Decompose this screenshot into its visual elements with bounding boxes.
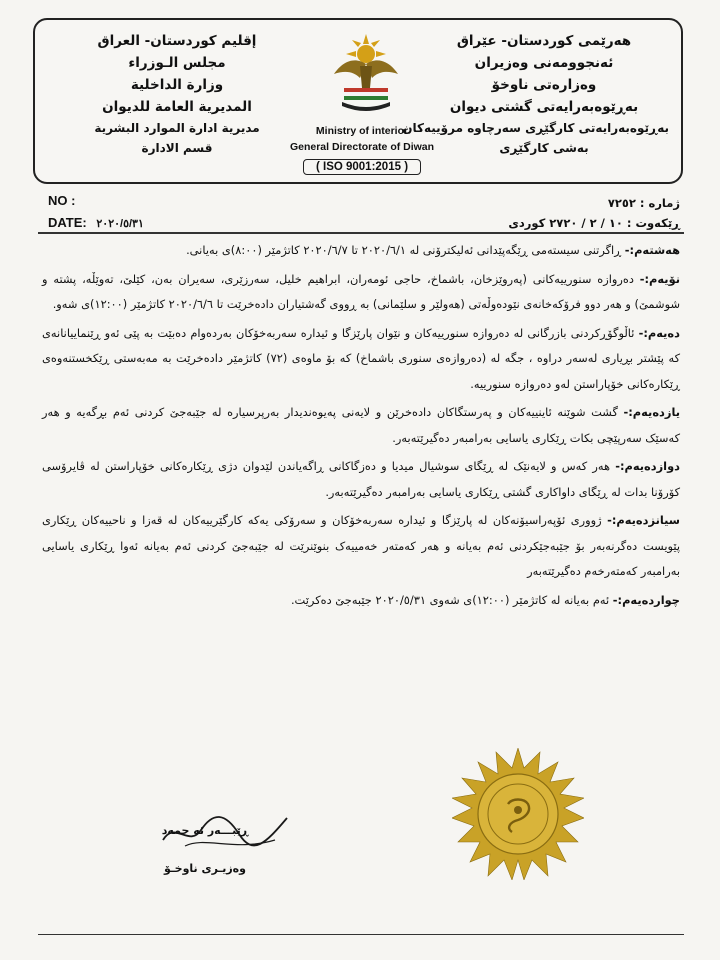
date-label: DATE: — [48, 215, 87, 230]
paragraph-text: ڕاگرتنی سیستەمی ڕێگەپێدانی ئەلیکترۆنی لە ٢٠٢٠/٦/١ تا ٢٠٢٠/٦/٧ کاتژمێر (٨:٠٠)ی بەیانی. — [186, 243, 625, 257]
paragraph-item — [42, 588, 680, 614]
paragraph-item — [42, 238, 680, 264]
kurdish-line-region: هەرێمی کوردستان- عێراق — [456, 33, 632, 49]
english-ministry: Ministry of interior — [315, 125, 409, 137]
letterhead-frame — [33, 18, 683, 184]
paragraph-label: دوازدەیەم:- — [615, 459, 680, 473]
letterhead-kurdish — [402, 30, 669, 158]
paragraph-item — [42, 400, 680, 451]
paragraph-text: ئەم بەیانە لە کاتژمێر (١٢:٠٠)ی شەوی ٢٠٢٠/٥/٣١ جێبەجێ دەکرێت. — [290, 592, 613, 607]
paragraph-label: نۆیەم:- — [639, 271, 680, 286]
kurdistan-emblem-icon — [328, 26, 404, 114]
paragraph-label: چواردەیەم:- — [612, 592, 680, 607]
paragraph-text: گشت شوێنە ئاینییەکان و پەرستگاکان دادەخرێن و لایەنی پەیوەندیدار بەرپرسیارە لە جێبەجێ کردنی ئەم بڕگەیە و هەر کەسێک سەرپێچی بکات ڕێکاری یاسایی بەرامبەر دەگیرێتەبەر. — [42, 405, 680, 445]
arabic-line-council: مجلس الـوزراء — [128, 55, 226, 71]
footer-divider — [38, 934, 684, 935]
paragraph-text: ئاڵوگۆڕکردنی بازرگانی لە دەروازە سنورییەکان و نێوان پارێزگا و ئیدارە سەربەخۆکان بەردەوام دەبێت بە پێی ئەو ڕێنماییانانەی کە پێشتر بڕیاری لەسەر دراوە ، جگە لە (دەروازەی سنوری باشماخ) کە بۆ ماوەی (٧٢) کاتژمێر دادەخرێت بە مەبەستی ڕێکخستنەوەی ڕێکارەکانی خۆپاراستن لەو دەروازە سنورییە. — [42, 325, 681, 391]
kurdish-line-hr: بەڕێوەبەرایەتی کارگێڕی سەرچاوە مرۆییەکان — [402, 121, 669, 135]
kurdish-line-section: بەشی کارگێڕی — [499, 141, 589, 155]
paragraph-label: یازدەیەم:- — [623, 405, 680, 419]
paragraph-item — [42, 267, 680, 318]
paragraph-text: ژووری ئۆپەراسیۆنەکان لە پارێزگا و ئیدارە سەربەخۆکان و سەرۆکی یەکە کارگێرییەکان لە قەزا و ناحییەکان ڕێکاری پێویست دەگرنەبەر بۆ جێبەجێکردنی ئەم بەیانە و هەر کەمتەر خەمییەک بنوێنرێت لە جێبەجێ کردنی ئەم بەیانە ئەوا ڕێکاری یاسایی بەرامبەر کەمتەرخەم دەگیرێتەبەر — [42, 513, 680, 578]
letter-body — [42, 238, 680, 616]
kurdish-line-ministry: وەزارەتی ناوخۆ — [491, 77, 597, 93]
arabic-line-section: قسم الادارة — [141, 141, 213, 155]
paragraph-item — [42, 454, 680, 505]
paragraph-item — [42, 321, 680, 398]
paragraph-item — [42, 508, 680, 585]
kurdish-line-council: ئەنجوومەنی وەزیران — [474, 55, 614, 71]
paragraph-label: هەشتەم:- — [624, 243, 680, 257]
iso-badge: ( ISO 9001:2015 ) — [303, 159, 421, 175]
signatory-name: ڕێبـــەر ئە حمەد — [161, 824, 249, 837]
reference-block-english — [48, 190, 144, 235]
paragraph-text: هەر کەس و لایەنێک لە ڕێگای سوشیال میدیا و دەزگاکانی ڕاگەیاندن لێدوان دژی ڕێکارەکانی خۆپاراستن لە ڤایرۆسی کۆرۆنا بدات لە ڕێگای داواکاری گشتی ڕێکاری یاسایی بەرامبەر دەگیرێتەبەر. — [42, 459, 680, 499]
paragraph-label: دەیەم:- — [638, 325, 680, 340]
arabic-line-region: إقليم كوردستان- العراق — [97, 33, 257, 49]
kurdish-line-directorate: بەڕێوەبەرایەتی گشتی دیوان — [449, 99, 639, 115]
header-divider — [38, 232, 684, 234]
date-value: ٢٠٢٠/٥/٣١ — [96, 218, 144, 230]
arabic-line-directorate: المديرية العامة للديوان — [102, 99, 252, 115]
date-kurdish: ڕێکەوت : ١٠ / ٢ / ٢٧٢٠ کوردی — [508, 216, 680, 230]
number-kurdish: ژمارە : ٧٢٥٢ — [607, 196, 680, 210]
no-label: NO : — [48, 193, 76, 208]
paragraph-text: دەروازە سنورییەکانی (پەروێزخان، باشماخ، حاجی ئومەران، ابراهیم خلیل، سەرزێری، سەیران بەن، کێلێ، تەوێڵە، پشتە و شوشمێ) و هەر دوو فرۆکەخانەی نێودەوڵەتی (هەولێر و سلێمانی) بە ڕووی گەشتیاران دادەخرێت تا ٢٠٢٠/٦/٦ کاتژمێر (١٢:٠٠)ی شەو. — [42, 271, 680, 311]
english-directorate: General Directorate of Diwan — [289, 141, 435, 153]
reference-block-kurdish — [508, 193, 680, 233]
gold-seal-icon — [452, 748, 584, 880]
arabic-line-hr: مديرية ادارة الموارد البشرية — [94, 121, 260, 135]
arabic-line-ministry: وزارة الداخلية — [130, 77, 224, 93]
signature-block — [130, 822, 280, 878]
signatory-title: وەزیـری ناوخـۆ — [164, 862, 246, 875]
paragraph-label: سیانزدەیەم:- — [607, 513, 680, 527]
